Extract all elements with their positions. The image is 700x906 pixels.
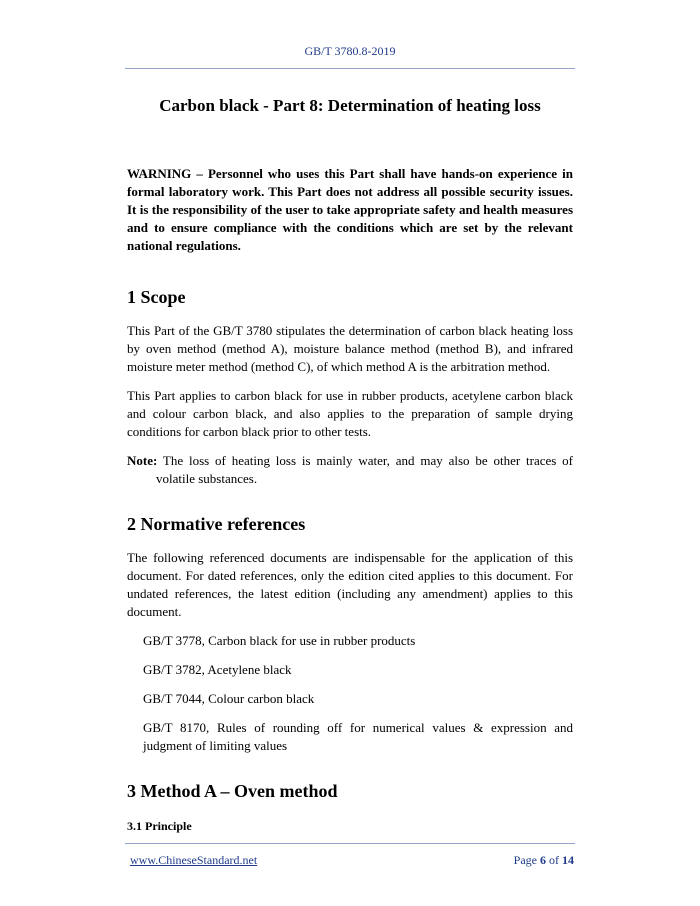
page-current: 6 xyxy=(540,853,546,867)
warning-paragraph: WARNING – Personnel who uses this Part shall have hands-on experience in formal laboratory work. This Part does not address all possible security issues. It is the responsibility of the user to take appropriate safety and health measures and to ensure compliance with the conditions which are set by the relevant national regulations. xyxy=(127,166,573,253)
reference-item: GB/T 7044, Colour carbon black xyxy=(143,691,315,706)
reference-item: GB/T 8170, Rules of rounding off for numerical values & expression and judgment of limiting values xyxy=(143,720,573,753)
references-intro: The following referenced documents are indispensable for the application of this document. For dated references, only the edition cited applies to this document. For undated references, the latest edition (including any amendment) applies to this document. xyxy=(127,550,573,619)
section-1-heading: 1 Scope xyxy=(127,287,186,307)
subsection-3-1-heading: 3.1 Principle xyxy=(127,819,192,833)
website-link[interactable]: www.ChineseStandard.net xyxy=(130,853,258,867)
section-2-heading: 2 Normative references xyxy=(127,514,306,534)
page-total: 14 xyxy=(562,853,574,867)
footer-divider xyxy=(125,843,575,844)
page-indicator xyxy=(514,853,574,868)
reference-item: GB/T 3778, Carbon black for use in rubber products xyxy=(143,633,416,648)
reference-item: GB/T 3782, Acetylene black xyxy=(143,662,292,677)
document-body xyxy=(127,165,573,834)
header-divider xyxy=(125,68,575,69)
header-doc-code: GB/T 3780.8-2019 xyxy=(304,44,396,58)
document-title: Carbon black - Part 8: Determination of heating loss xyxy=(159,96,541,115)
page-of: of xyxy=(549,853,559,867)
scope-paragraph-2: This Part applies to carbon black for use in rubber products, acetylene carbon black and colour carbon black, and also applies to the preparation of sample drying conditions for carbon black prior to other tests. xyxy=(127,388,573,439)
page-label: Page xyxy=(513,853,537,867)
note-text: The loss of heating loss is mainly water, and may also be other traces of volatile substances. xyxy=(156,453,573,486)
section-3-heading: 3 Method A – Oven method xyxy=(127,781,338,801)
note-label: Note: xyxy=(127,453,158,468)
scope-paragraph-1: This Part of the GB/T 3780 stipulates the determination of carbon black heating loss by oven method (method A), moisture balance method (method B), and infrared moisture meter method (method C), of which method A is the arbitration method. xyxy=(127,323,573,374)
scope-note xyxy=(127,452,573,488)
